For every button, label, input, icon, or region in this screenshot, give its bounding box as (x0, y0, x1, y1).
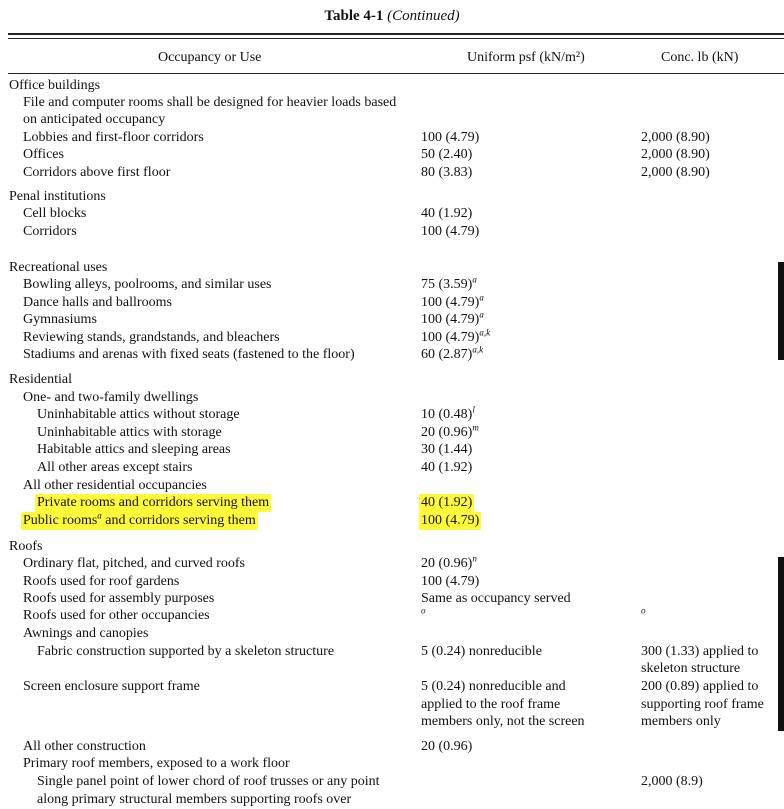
occupancy-cell (23, 205, 86, 223)
uniform-load-value: applied to the roof frame (421, 697, 561, 712)
uniform-load-value: 5 (0.24) nonreducible (421, 644, 542, 659)
table-row (0, 441, 784, 459)
occupancy-text: on anticipated occupancy (23, 112, 166, 127)
table-row (0, 643, 784, 661)
table-row (0, 791, 784, 809)
uniform-load-cell (419, 512, 481, 530)
uniform-load-cell (421, 346, 483, 364)
footnote-mark: m (472, 422, 479, 433)
occupancy-cell (9, 371, 72, 389)
occupancy-text: File and computer rooms shall be designed for heavier loads based (23, 95, 397, 110)
uniform-load-value: 10 (0.48) (421, 407, 473, 422)
uniform-load-value: 100 (4.79) (421, 295, 480, 310)
occupancy-text: Recreational uses (9, 260, 108, 275)
occupancy-text: Cell blocks (23, 206, 87, 221)
table-row (0, 607, 784, 625)
occupancy-text: All other areas except stairs (37, 460, 193, 475)
occupancy-text: Awnings and canopies (23, 626, 149, 641)
uniform-load-cell (421, 607, 426, 625)
concentrated-load-cell: 2,000 (8.90) (641, 165, 710, 180)
occupancy-cell (23, 311, 97, 329)
concentrated-load-cell: members only (641, 714, 721, 729)
uniform-load-value: 30 (1.44) (421, 442, 473, 457)
uniform-load-value: 20 (0.96) (421, 425, 473, 440)
occupancy-cell (9, 538, 42, 556)
occupancy-text: Lobbies and first-floor corridors (23, 130, 204, 145)
table-row (0, 696, 784, 714)
occupancy-cell (23, 590, 214, 608)
occupancy-cell (23, 607, 210, 625)
uniform-load-cell (421, 205, 472, 223)
table-row (0, 346, 784, 364)
uniform-load-value: 100 (4.79) (421, 312, 480, 327)
occupancy-cell (23, 625, 148, 643)
footnote-mark: l (472, 404, 475, 415)
table-row (0, 625, 784, 643)
uniform-load-value: 100 (4.79) (421, 130, 480, 145)
occupancy-text: Dance halls and ballrooms (23, 295, 172, 310)
occupancy-text: Uninhabitable attics without storage (37, 407, 240, 422)
uniform-load-cell (421, 555, 477, 573)
table-row (0, 459, 784, 477)
occupancy-cell (37, 424, 222, 442)
occupancy-text: Roofs used for other occupancies (23, 608, 210, 623)
footnote-mark: o (641, 605, 646, 616)
occupancy-text: Uninhabitable attics with storage (37, 425, 222, 440)
footnote-mark: a (479, 309, 484, 320)
table-row (0, 573, 784, 591)
uniform-load-value: 100 (4.79) (421, 513, 480, 528)
header-occupancy: Occupancy or Use (158, 50, 262, 65)
table-row (0, 406, 784, 424)
occupancy-cell (23, 477, 207, 495)
concentrated-load-cell: supporting roof frame (641, 697, 764, 712)
occupancy-text: Offices (23, 147, 64, 162)
occupancy-cell (23, 94, 396, 112)
uniform-load-value: members only, not the screen (421, 714, 585, 729)
table-row (0, 223, 784, 241)
occupancy-cell (37, 791, 351, 809)
occupancy-cell (23, 294, 172, 312)
top-rule-thin (8, 38, 784, 39)
uniform-load-cell (421, 590, 571, 608)
page-edge-marker (778, 262, 784, 360)
uniform-load-value: 75 (3.59) (421, 277, 473, 292)
table-row (0, 311, 784, 329)
occupancy-text: All other residential occupancies (23, 478, 207, 493)
table-row (0, 164, 784, 182)
footnote-mark: n (472, 553, 477, 564)
header-uniform: Uniform psf (kN/m²) (467, 50, 585, 65)
concentrated-load-cell: 2,000 (8.9) (641, 774, 703, 789)
table-row (0, 294, 784, 312)
uniform-load-cell (421, 696, 560, 714)
concentrated-load-cell: skeleton structure (641, 661, 741, 676)
occupancy-cell (23, 573, 179, 591)
footnote-mark: a,k (479, 327, 491, 338)
occupancy-cell (23, 389, 198, 407)
occupancy-cell (37, 459, 193, 477)
table-row (0, 94, 784, 112)
table-row (0, 773, 784, 791)
table-row (0, 111, 784, 129)
uniform-load-value: 100 (4.79) (421, 224, 480, 239)
table-row (0, 371, 784, 389)
occupancy-cell (37, 773, 380, 791)
uniform-load-cell (421, 713, 585, 731)
occupancy-cell (23, 346, 355, 364)
occupancy-cell (23, 555, 245, 573)
occupancy-cell (23, 678, 200, 696)
footnote-mark: a (472, 274, 477, 285)
occupancy-cell (23, 164, 170, 182)
occupancy-text: along primary structural members supporting roofs over (37, 792, 352, 807)
uniform-load-value: 20 (0.96) (421, 556, 473, 571)
occupancy-cell (9, 188, 106, 206)
uniform-load-value: 20 (0.96) (421, 739, 473, 754)
uniform-load-cell (421, 573, 479, 591)
occupancy-text: One- and two-family dwellings (23, 390, 199, 405)
uniform-load-cell (421, 459, 472, 477)
occupancy-text: Residential (9, 372, 72, 387)
occupancy-text: Corridors (23, 224, 77, 239)
occupancy-cell (9, 259, 107, 277)
uniform-load-cell (421, 738, 472, 756)
occupancy-cell (23, 129, 204, 147)
top-rule-thick (8, 33, 784, 35)
uniform-load-cell (421, 406, 475, 424)
occupancy-text: Private rooms and corridors serving them (37, 495, 270, 510)
uniform-load-value: 40 (1.92) (421, 460, 473, 475)
occupancy-cell (23, 755, 290, 773)
occupancy-text: Reviewing stands, grandstands, and bleachers (23, 330, 280, 345)
occupancy-cell (23, 146, 64, 164)
occupancy-text: Public rooms (23, 513, 98, 528)
uniform-load-cell (421, 276, 477, 294)
concentrated-load-cell: 2,000 (8.90) (641, 147, 710, 162)
footnote-mark: o (421, 605, 426, 616)
uniform-load-cell (421, 223, 479, 241)
uniform-load-value: 40 (1.92) (421, 206, 473, 221)
uniform-load-cell (421, 129, 479, 147)
header-rule (8, 73, 784, 74)
uniform-load-cell (421, 424, 479, 442)
uniform-load-cell (421, 311, 484, 329)
table-continued-note: (Continued) (387, 8, 460, 24)
table-row (0, 424, 784, 442)
concentrated-load-cell: 300 (1.33) applied to (641, 644, 759, 659)
occupancy-text: and corridors serving them (101, 513, 256, 528)
uniform-load-value: Same as occupancy served (421, 591, 571, 606)
uniform-load-cell (421, 643, 542, 661)
occupancy-text: All other construction (23, 739, 146, 754)
uniform-load-cell (421, 294, 484, 312)
table-row (0, 259, 784, 277)
occupancy-text: Bowling alleys, poolrooms, and similar uses (23, 277, 272, 292)
uniform-load-cell (421, 146, 472, 164)
occupancy-text: Corridors above first floor (23, 165, 171, 180)
footnote-mark: a,k (472, 344, 484, 355)
concentrated-load-cell: 200 (0.89) applied to (641, 679, 759, 694)
occupancy-cell (21, 512, 258, 530)
occupancy-cell (23, 276, 271, 294)
concentrated-load-cell: 2,000 (8.90) (641, 130, 710, 145)
table-row (0, 738, 784, 756)
table-row (0, 146, 784, 164)
occupancy-text: Primary roof members, exposed to a work floor (23, 756, 290, 771)
occupancy-text: Gymnasiums (23, 312, 97, 327)
table-row (0, 188, 784, 206)
uniform-load-value: 60 (2.87) (421, 347, 473, 362)
footnote-mark: a (479, 292, 484, 303)
occupancy-cell (9, 77, 100, 95)
occupancy-cell (23, 223, 77, 241)
table-row (0, 660, 784, 678)
table-row (0, 77, 784, 95)
table-row (0, 205, 784, 223)
table-row (0, 555, 784, 573)
table-row (0, 494, 784, 512)
table-row (0, 389, 784, 407)
concentrated-load-cell (641, 607, 646, 625)
occupancy-text: Stadiums and arenas with fixed seats (fastened to the floor) (23, 347, 355, 362)
occupancy-text: Office buildings (9, 78, 101, 93)
table-row (0, 678, 784, 696)
table-row (0, 755, 784, 773)
table-title (0, 8, 784, 25)
table-row (0, 129, 784, 147)
uniform-load-value: 80 (3.83) (421, 165, 473, 180)
occupancy-text: Fabric construction supported by a skeleton structure (37, 644, 335, 659)
table-row (0, 538, 784, 556)
header-conc: Conc. lb (kN) (661, 50, 739, 65)
table-row (0, 590, 784, 608)
page-edge-marker (778, 557, 784, 731)
uniform-load-value: 100 (4.79) (421, 574, 480, 589)
occupancy-cell (23, 329, 280, 347)
table-number: Table 4-1 (324, 8, 384, 24)
occupancy-cell (23, 738, 146, 756)
uniform-load-value: 100 (4.79) (421, 330, 480, 345)
occupancy-text: Habitable attics and sleeping areas (37, 442, 231, 457)
occupancy-cell (35, 494, 271, 512)
uniform-load-cell (421, 678, 566, 696)
uniform-load-cell (419, 494, 474, 512)
occupancy-text: Ordinary flat, pitched, and curved roofs (23, 556, 245, 571)
uniform-load-value: 5 (0.24) nonreducible and (421, 679, 566, 694)
occupancy-cell (37, 643, 334, 661)
occupancy-text: Roofs (9, 539, 43, 554)
table-row (0, 477, 784, 495)
occupancy-text: Roofs used for roof gardens (23, 574, 180, 589)
uniform-load-cell (421, 164, 472, 182)
table-row (0, 329, 784, 347)
uniform-load-cell (421, 441, 472, 459)
uniform-load-value: 40 (1.92) (421, 495, 473, 510)
uniform-load-value: 50 (2.40) (421, 147, 473, 162)
occupancy-text: Roofs used for assembly purposes (23, 591, 215, 606)
occupancy-cell (23, 111, 165, 129)
table-row (0, 713, 784, 731)
occupancy-cell (37, 406, 240, 424)
occupancy-cell (37, 441, 231, 459)
occupancy-text: Single panel point of lower chord of roof trusses or any point (37, 774, 380, 789)
footnote-mark: a (97, 510, 102, 521)
occupancy-text: Screen enclosure support frame (23, 679, 200, 694)
table-row (0, 512, 784, 530)
occupancy-text: Penal institutions (9, 189, 106, 204)
table-row (0, 276, 784, 294)
